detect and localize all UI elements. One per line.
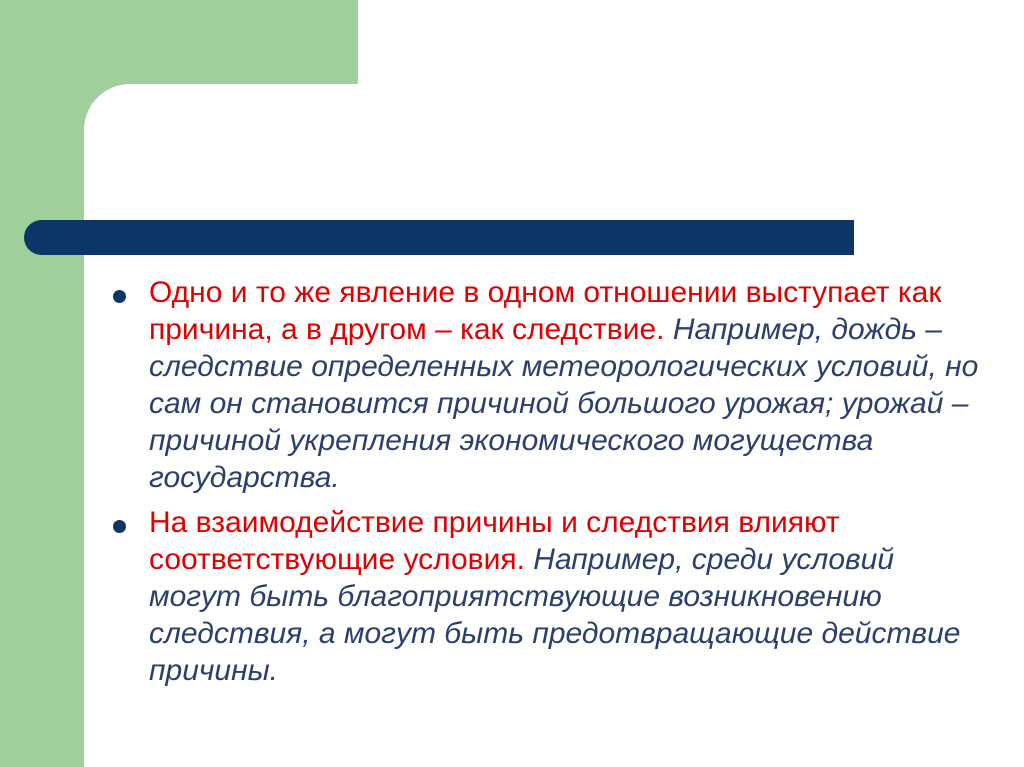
bullet-item-1 <box>104 274 984 496</box>
title-bar <box>24 220 854 255</box>
bullet-lead: На взаимодействие причины и следствия влияют соответствующие условия. <box>149 506 840 576</box>
slide-content <box>104 274 984 697</box>
bullet-icon <box>113 520 126 533</box>
slide-top-area <box>358 0 1024 84</box>
bullet-lead: Одно и то же явление в одном отношении выступает как причина, а в другом – как следствие. <box>149 276 942 346</box>
bullet-example: Например, дождь – следствие определенных метеорологических условий, но сам он становится причиной большого урожая; урожай – причиной укрепления экономического могущества государства. <box>149 313 979 494</box>
bullet-icon <box>113 290 126 303</box>
bullet-item-2 <box>104 504 984 689</box>
bullet-example: Например, среди условий могут быть благоприятствующие возникновению следствия, а могут быть предотвращающие действие причины. <box>149 543 961 687</box>
